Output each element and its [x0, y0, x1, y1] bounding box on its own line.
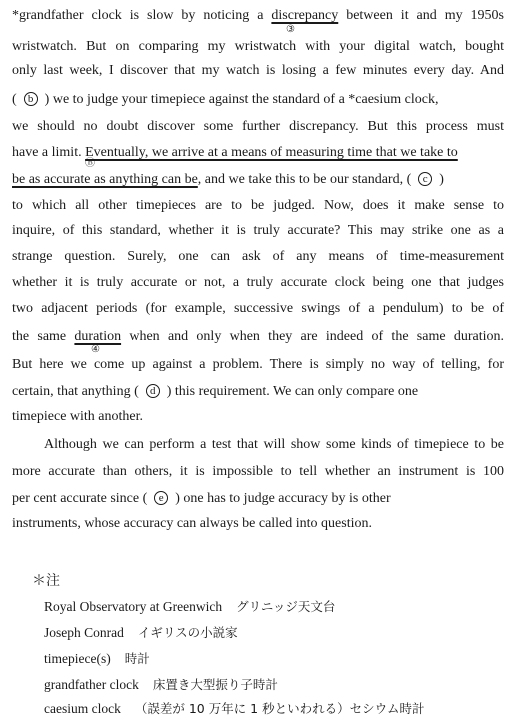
blank-c: c — [418, 172, 432, 186]
passage-line — [12, 328, 504, 346]
note-term: caesium clock — [44, 701, 121, 716]
passage-line: we should no doubt discover some further discrepancy. But this process must — [12, 119, 504, 134]
note-term: Royal Observatory at Greenwich — [44, 599, 223, 614]
text: ( — [12, 92, 17, 107]
blank-e: e — [154, 491, 168, 505]
underlined-sentence-b: be as accurate as anything can be — [12, 172, 198, 187]
passage-line: only last week, I discover that my watch is losing a few minutes every day. And — [12, 63, 504, 78]
note-item — [44, 624, 238, 642]
note-item — [44, 700, 424, 718]
note-gloss: 床置き大型振り子時計 — [152, 677, 278, 692]
text: *grandfather clock is slow by noticing a — [12, 8, 272, 23]
note-gloss: イギリスの小説家 — [137, 625, 238, 640]
marker-4: ④ — [91, 344, 100, 355]
text: , and we take this to be our standard, ( — [197, 172, 412, 187]
passage-line: But here we come up against a problem. There is simply no way of telling, for — [12, 357, 504, 372]
passage-line: instruments, whose accuracy can always be called into question. — [12, 516, 372, 531]
text: ) — [439, 172, 444, 187]
passage-line — [12, 171, 504, 189]
passage-line: wristwatch. But on comparing my wristwatch with your digital watch, bought — [12, 39, 504, 54]
passage-line: strange question. Surely, one can ask of any means of time-measurement — [12, 249, 504, 264]
underlined-sentence-b: Eventually, we arrive at a means of measuring time that we take to — [85, 145, 458, 160]
passage-line: Although we can perform a test that will show some kinds of timepiece to be — [44, 437, 504, 452]
text: per cent accurate since ( — [12, 491, 148, 506]
text: ) this requirement. We can only compare one — [166, 384, 419, 399]
text: between it and my 1950s — [338, 8, 504, 23]
note-gloss: （誤差が 10 万年に 1 秒といわれる）セシウム時計 — [134, 701, 425, 716]
note-item — [44, 676, 278, 694]
underlined-word-discrepancy: discrepancy — [271, 8, 339, 23]
passage-line — [12, 7, 504, 25]
passage-line — [12, 383, 504, 401]
underlined-word-duration: duration — [74, 329, 122, 344]
passage-line: whether it is truly accurate or not, a truly accurate clock being one that judges — [12, 275, 504, 290]
passage-line: to which all other timepieces are to be judged. Now, does it make sense to — [12, 198, 504, 213]
marker-3: ③ — [286, 24, 295, 35]
note-term: Joseph Conrad — [44, 625, 124, 640]
text: the same — [12, 329, 75, 344]
note-gloss: グリニッジ天文台 — [236, 599, 336, 614]
blank-d: d — [146, 384, 160, 398]
passage-line: inquire, of this standard, whether it is truly accurate? This may strike one as a — [12, 223, 504, 238]
note-item — [44, 598, 335, 616]
note-gloss: 時計 — [124, 651, 150, 666]
text: have a limit. — [12, 145, 86, 160]
marker-B: Ⓑ — [85, 158, 95, 169]
passage-line — [12, 490, 504, 508]
passage-line: two adjacent periods (for example, successive swings of a pendulum) to be of — [12, 301, 504, 316]
text: ) we to judge your timepiece against the standard of a *caesium clock, — [44, 92, 439, 107]
notes-heading: ＊注 — [32, 574, 60, 589]
text: when and only when they are indeed of the same duration. — [121, 329, 505, 344]
passage-line: timepiece with another. — [12, 409, 144, 424]
note-item — [44, 650, 150, 668]
text: ) one has to judge accuracy by is other — [175, 491, 391, 506]
passage-line — [12, 91, 504, 109]
passage-line: more accurate than others, it is impossible to tell whether an instrument is 100 — [12, 464, 504, 479]
note-term: timepiece(s) — [44, 651, 111, 666]
blank-b: b — [24, 92, 38, 106]
text: certain, that anything ( — [12, 384, 139, 399]
note-term: grandfather clock — [44, 677, 139, 692]
